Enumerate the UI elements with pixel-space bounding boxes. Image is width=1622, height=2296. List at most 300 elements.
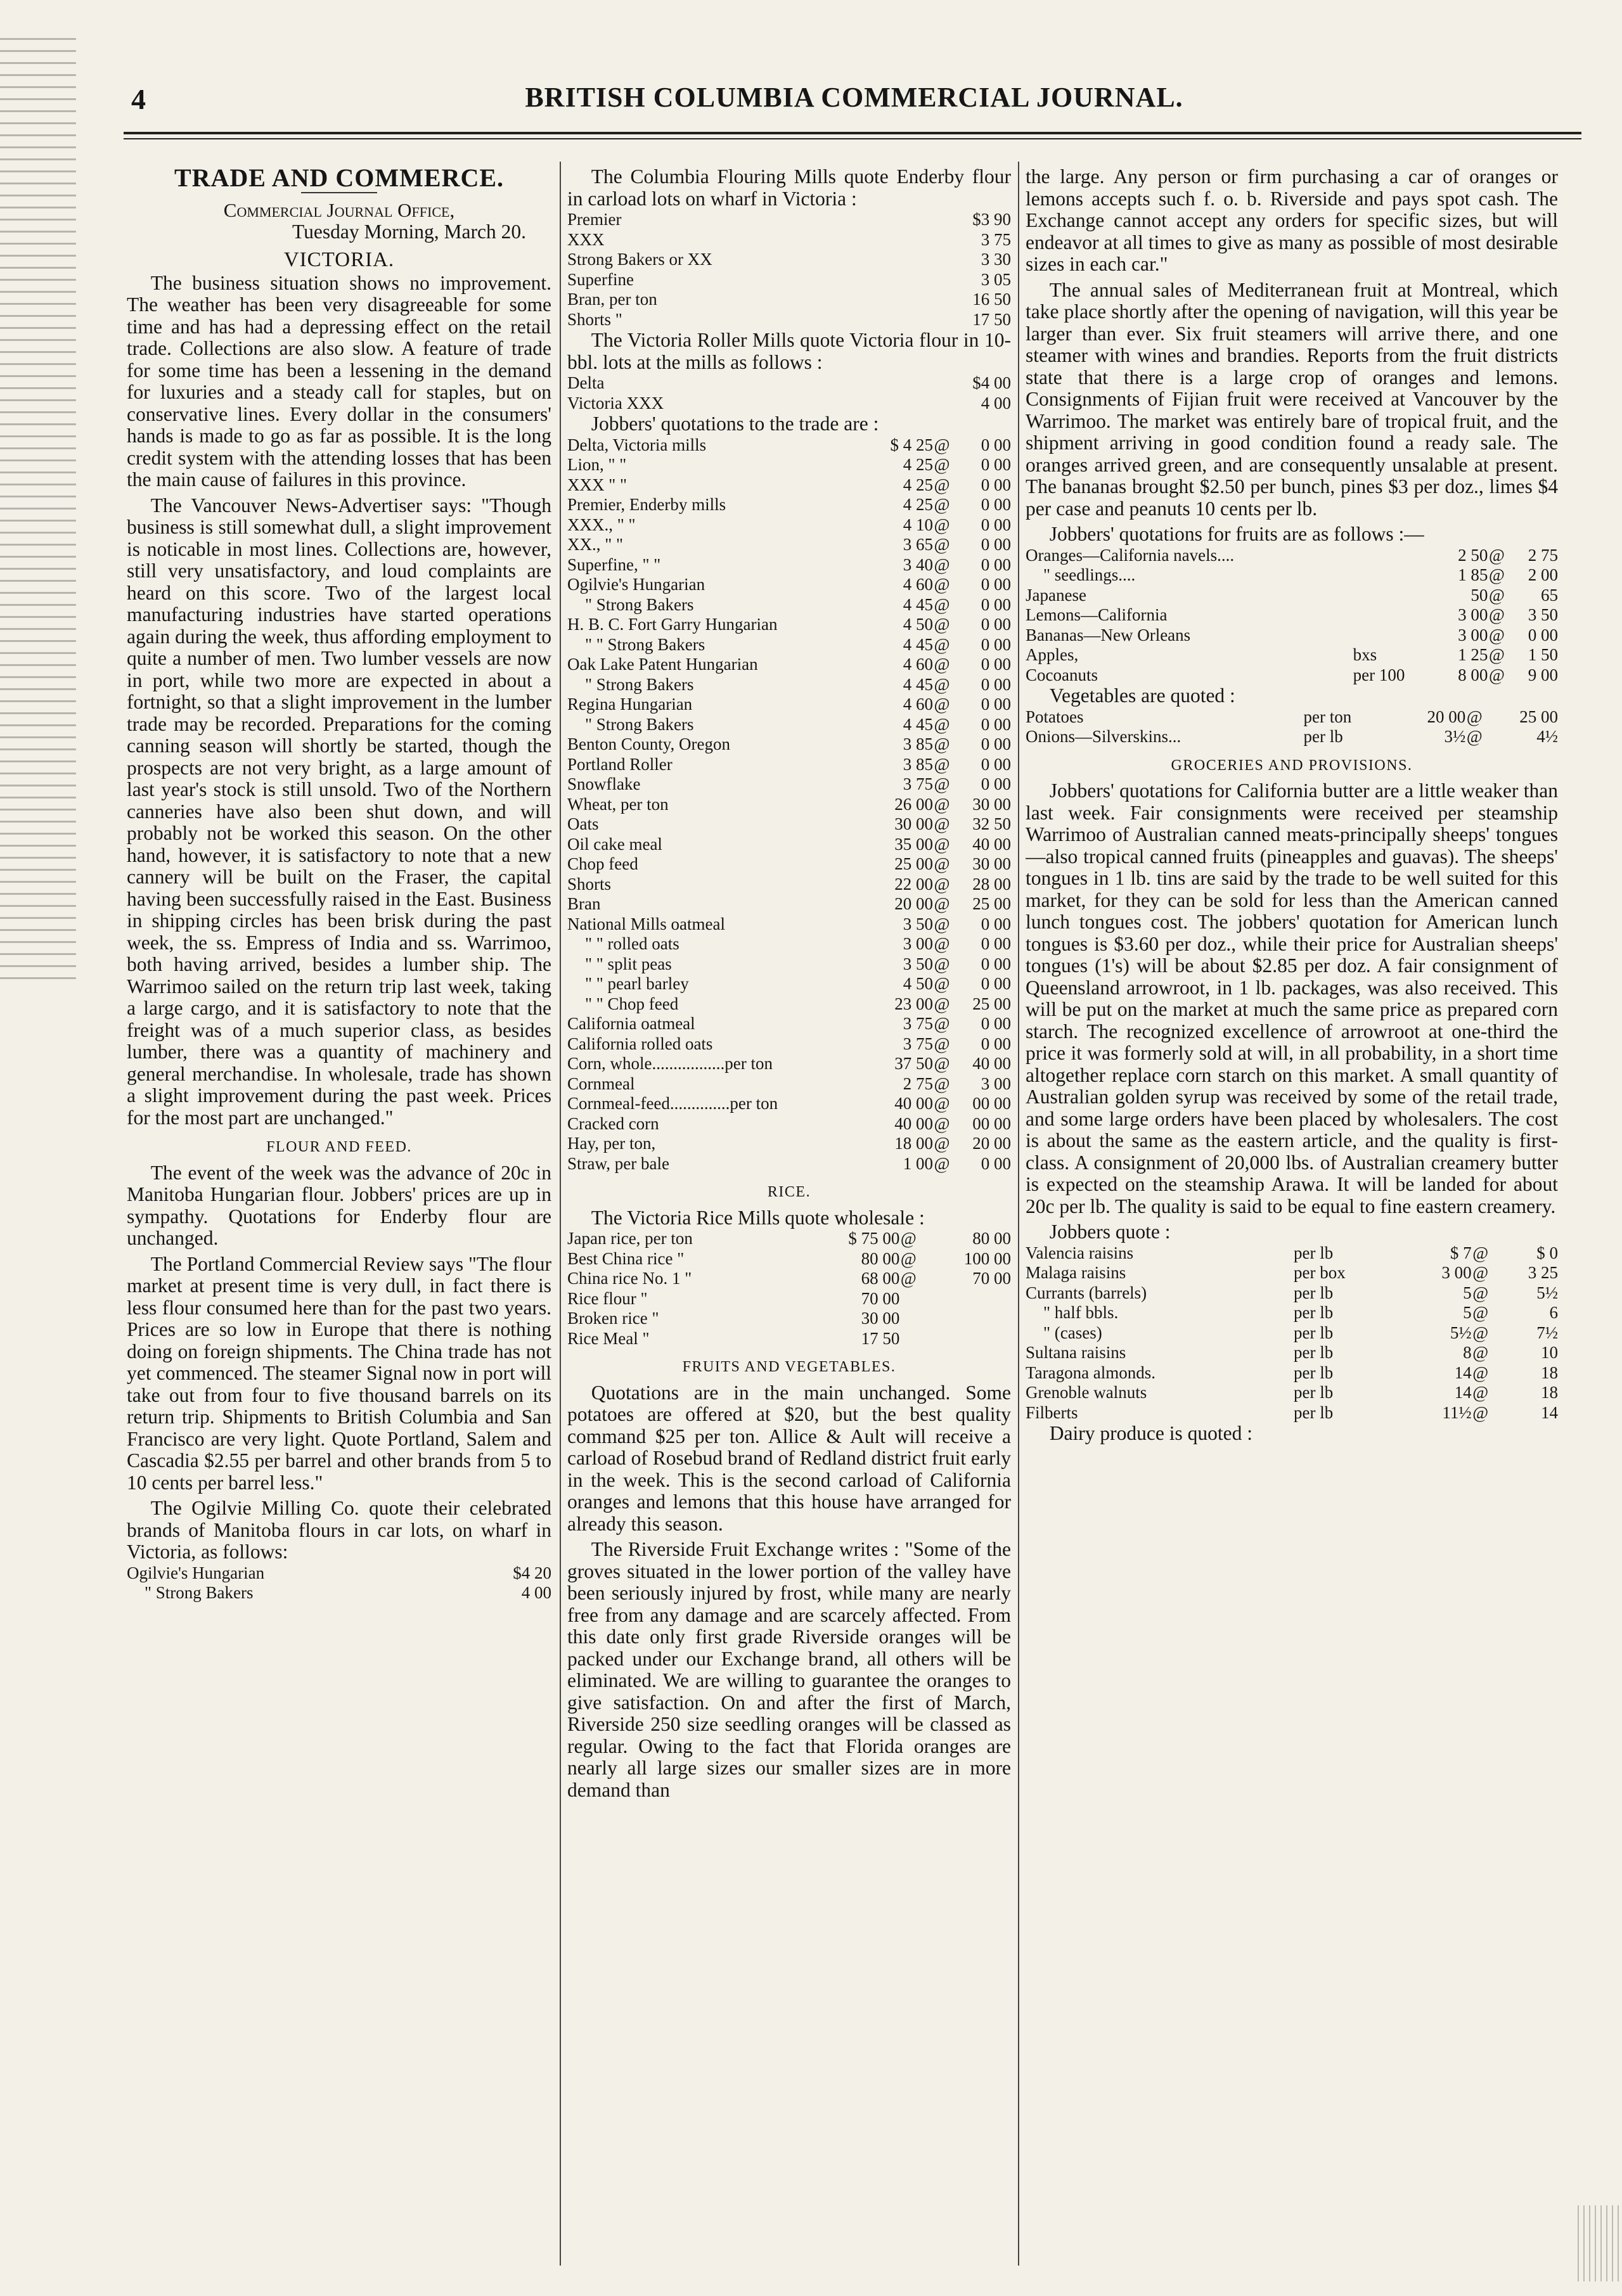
at-symbol: @: [1488, 665, 1505, 684]
price-item: Corn, whole.................per ton: [567, 1054, 773, 1073]
price-row: [567, 1074, 1011, 1094]
price-low: $ 75 00: [848, 1229, 900, 1248]
price-item: Victoria XXX: [567, 393, 664, 413]
price-item: " (cases): [1043, 1323, 1102, 1342]
price-row: [567, 455, 1011, 475]
price-item: Oranges—California navels....: [1026, 545, 1235, 565]
price-low: $ 4 25: [890, 435, 934, 454]
price-low: 3 50: [903, 914, 934, 933]
at-symbol: @: [934, 974, 950, 993]
price-low: 3 40: [903, 555, 934, 574]
price-row: [567, 1229, 1011, 1249]
journal-title: BRITISH COLUMBIA COMMERCIAL JOURNAL.: [525, 82, 1183, 113]
price-row: [567, 1289, 1011, 1309]
price-low: 3 65: [903, 535, 934, 554]
price-item: Cracked corn: [567, 1113, 659, 1133]
price-row: [567, 655, 1011, 675]
price-high: 0 00: [981, 934, 1011, 953]
at-symbol: @: [934, 1014, 950, 1033]
scan-edge-left: [0, 38, 76, 989]
price-low: 23 00: [894, 994, 934, 1013]
price-high: 14: [1541, 1402, 1558, 1422]
price-high: 0 00: [981, 1153, 1011, 1173]
price-high: 5½: [1536, 1283, 1558, 1302]
date-line: Tuesday Morning, March 20.: [292, 220, 526, 243]
price-high: 0 00: [981, 655, 1011, 674]
price-high: 30 00: [972, 854, 1011, 873]
price-item: Rice Meal ": [567, 1328, 650, 1348]
price-row: [567, 210, 1011, 230]
price-unit: per lb: [1293, 1363, 1334, 1382]
columbia-price-table: [567, 210, 1011, 330]
price-item: " Strong Bakers: [585, 594, 694, 614]
price-low: 3 00: [1458, 625, 1488, 645]
paragraph: Dairy produce is quoted :: [1049, 1422, 1252, 1444]
paragraph: The event of the week was the advance of 20c in Manitoba Hungarian flour. Jobbers' prices are up in sympathy. Quotations for Enderby flour are unchanged.: [127, 1161, 551, 1249]
scan-edge-right: [1578, 2205, 1622, 2281]
price-item: Superfine, " ": [567, 555, 661, 574]
price-low: 68 00: [861, 1269, 900, 1288]
paragraph: The Victoria Rice Mills quote wholesale :: [591, 1206, 925, 1229]
price-high: 0 00: [981, 734, 1011, 754]
price-row: [1026, 1303, 1558, 1323]
price-high: 0 00: [981, 455, 1011, 474]
paragraph: The Portland Commercial Review says "The flour market at present time is very dull, in fact there is less flour consumed here than for the past two years. Prices are so low in Europe that there is nothing doing on foreign shipments. The China trade has not yet commenced. The steamer Signal now in port will take out from four to five thousand barrels on its return trip. Shipments to British Columbia and San Francisco are very light. Quote Portland, Salem and Cascadia $2.55 per barrel and other brands from 5 to 10 cents per barrel less.": [127, 1252, 551, 1494]
price-unit: per lb: [1293, 1303, 1334, 1322]
price-high: 0 00: [981, 954, 1011, 973]
price-high: 0 00: [981, 475, 1011, 494]
price-high: 20 00: [972, 1134, 1011, 1153]
price-item: Cornmeal-feed..............per ton: [567, 1094, 778, 1113]
price-high: 0 00: [981, 515, 1011, 534]
price-item: Chop feed: [567, 854, 638, 873]
price-unit: per lb: [1293, 1402, 1334, 1422]
price-low: 37 50: [894, 1054, 934, 1073]
rice-price-table: [567, 1229, 1011, 1349]
price-row: [1026, 546, 1558, 566]
grocery-price-table: [1026, 1243, 1558, 1423]
paragraph: The business situation shows no improvement. The weather has been very disagreeable for some time and has had a depressing effect on the retail trade. Collections are also slow. A feature of trade for some time has been a lessening in the demand for luxuries and a steady call for staples, but on conservative lines. Every dollar in the consumers' hands is made to go as far as possible. It is the long credit system with the attending losses that has been the main cause of failures in this province.: [127, 271, 551, 491]
at-symbol: @: [934, 794, 950, 814]
price-item: XXX: [567, 229, 605, 249]
price-row: [567, 575, 1011, 595]
paragraph: The Victoria Roller Mills quote Victoria flour in 10-bbl. lots at the mills as follows :: [567, 329, 1011, 373]
at-symbol: @: [934, 615, 950, 634]
price-item: Rice flour ": [567, 1288, 648, 1308]
price-high: 100 00: [963, 1248, 1011, 1268]
vegetable-price-table: [1026, 707, 1558, 747]
at-symbol: @: [1466, 727, 1483, 746]
price-low: 3 75: [903, 1014, 934, 1033]
price-item: Delta, Victoria mills: [567, 435, 707, 454]
price-row: [567, 310, 1011, 330]
price-high: 0 00: [981, 634, 1011, 654]
price-item: Superfine: [567, 269, 634, 289]
price-low: 25 00: [894, 854, 934, 873]
price-high: 0 00: [981, 774, 1011, 793]
price-row: [1026, 665, 1558, 686]
price-high: 0 00: [981, 754, 1011, 774]
price-low: 5: [1463, 1303, 1472, 1322]
price-low: 20 00: [894, 894, 934, 913]
price-row: [567, 1269, 1011, 1289]
price-low: 80 00: [861, 1248, 900, 1268]
price-row: [1026, 645, 1558, 665]
at-symbol: @: [1472, 1243, 1489, 1262]
price-row: [567, 755, 1011, 775]
groceries-heading: GROCERIES AND PROVISIONS.: [1171, 757, 1413, 774]
price-row: [567, 1034, 1011, 1055]
price-row: [1026, 1283, 1558, 1304]
at-symbol: @: [934, 894, 950, 913]
price-high: 4½: [1536, 727, 1558, 746]
at-symbol: @: [934, 634, 950, 654]
at-symbol: @: [1472, 1402, 1489, 1422]
price-item: Currants (barrels): [1026, 1283, 1147, 1302]
at-symbol: @: [934, 495, 950, 514]
price-high: 0 00: [1528, 625, 1558, 645]
price-low: 1 85: [1458, 565, 1488, 584]
price-low: 4 45: [903, 714, 934, 734]
price-row: [567, 814, 1011, 835]
paragraph: The Columbia Flouring Mills quote Enderby flour in carload lots on wharf in Victoria :: [567, 166, 1011, 210]
price-row: [1026, 1363, 1558, 1383]
paragraph: Quotations are in the main unchanged. Some potatoes are offered at $20, but the best quality command $25 per ton. Allice & Ault will receive a carload of Rosebud brand of Redland district fruit early in the week. This is the second carload of California oranges and lemons that this house have arranged for already this season.: [567, 1381, 1011, 1535]
price-item: Japan rice, per ton: [567, 1229, 693, 1248]
price-unit: per lb: [1293, 1283, 1334, 1302]
price-row: [567, 250, 1011, 270]
price-low: 4 60: [903, 695, 934, 714]
price-row: [127, 1563, 551, 1584]
at-symbol: @: [934, 714, 950, 734]
at-symbol: @: [934, 1074, 950, 1093]
price-low: 18 00: [894, 1134, 934, 1153]
price-item: Shorts ": [567, 309, 622, 329]
price-low: 22 00: [894, 874, 934, 894]
price-item: Straw, per bale: [567, 1153, 669, 1173]
header-rule-top: [124, 132, 1581, 134]
column-rule: [560, 162, 561, 2266]
price-low: 3½: [1444, 727, 1466, 746]
price-item: " Strong Bakers: [145, 1583, 254, 1602]
at-symbol: @: [934, 594, 950, 614]
price-high: 2 00: [1528, 565, 1558, 584]
price-row: [567, 875, 1011, 895]
price-row: [1026, 1263, 1558, 1283]
paragraph: the large. Any person or firm purchasing a car of oranges or lemons accepts such f. o. b. Riverside and pays spot cash. The Exchange cannot accept any orders for specific sizes, but will endeavor at all times to give as many as possible of most desirable sizes in each car.": [1026, 166, 1558, 275]
price-row: [567, 1094, 1011, 1114]
price-row: [1026, 1323, 1558, 1344]
price-value: 3 30: [981, 250, 1011, 269]
price-unit: [1349, 565, 1436, 586]
price-low: 4 45: [903, 634, 934, 654]
at-symbol: @: [934, 455, 950, 474]
price-item: Best China rice ": [567, 1248, 685, 1268]
price-unit: per lb: [1293, 1243, 1334, 1262]
price-row: [567, 270, 1011, 290]
at-symbol: @: [934, 1113, 950, 1133]
price-item: Strong Bakers or XX: [567, 250, 712, 269]
column-rule: [1018, 162, 1019, 2266]
price-high: 3 25: [1528, 1263, 1558, 1282]
price-item: Valencia raisins: [1026, 1243, 1134, 1262]
price-row: [567, 1054, 1011, 1074]
price-item: Shorts: [567, 874, 612, 894]
price-high: 25 00: [972, 994, 1011, 1013]
paragraph: Jobbers' quotations to the trade are :: [591, 413, 879, 435]
price-item: XXX., " ": [567, 515, 636, 534]
at-symbol: @: [934, 1153, 950, 1173]
price-low: 4 50: [903, 615, 934, 634]
price-low: 3 00: [1441, 1263, 1472, 1282]
price-item: Snowflake: [567, 774, 641, 793]
price-low: 5½: [1450, 1323, 1472, 1342]
price-high: 0 00: [981, 535, 1011, 554]
paragraph: The annual sales of Mediterranean fruit at Montreal, which take place shortly after the opening of navigation, will this year be larger than ever. Six fruit steamers will arrive there, and one steamer with wines and brandies. Reports from the fruit districts state that there is a large crop of oranges and lemons. Consignments of Fijian fruit were received at Vancouver by the Warrimoo. The market was entirely bare of tropical fruit, and the shipment arriving in good condition found a ready sale. The oranges arrived green, and are consequently unsalable at present. The bananas brought $2.50 per bunch, pines $3 per doz., limes $4 per case and peanuts 10 cents per lb.: [1026, 278, 1558, 520]
price-high: 25 00: [1519, 707, 1558, 726]
price-high: 0 00: [981, 974, 1011, 993]
price-item: Broken rice ": [567, 1309, 659, 1328]
price-item: Filberts: [1026, 1402, 1078, 1422]
at-symbol: @: [934, 834, 950, 854]
at-symbol: [899, 1309, 917, 1329]
at-symbol: @: [1488, 645, 1505, 664]
price-row: [567, 1154, 1011, 1174]
price-item: Lemons—California: [1026, 605, 1168, 624]
section-title: TRADE AND COMMERCE.: [174, 166, 505, 192]
price-row: [567, 230, 1011, 250]
ogilvie-price-table: [127, 1563, 551, 1603]
price-high: 0 00: [981, 714, 1011, 734]
price-value: 4 00: [521, 1583, 551, 1602]
price-item: Premier, Enderby mills: [567, 495, 726, 514]
price-item: California rolled oats: [567, 1034, 713, 1053]
price-value: $4 00: [972, 373, 1011, 392]
price-low: $ 7: [1450, 1243, 1472, 1262]
price-item: Premier: [567, 210, 622, 229]
price-high: 0 00: [981, 495, 1011, 514]
price-high: 0 00: [981, 615, 1011, 634]
price-row: [1026, 1343, 1558, 1363]
price-high: 1 50: [1528, 645, 1558, 664]
price-unit: bxs: [1353, 645, 1377, 664]
price-low: 50: [1471, 585, 1488, 605]
price-item: Ogilvie's Hungarian: [127, 1563, 265, 1582]
price-high: $ 0: [1536, 1243, 1558, 1262]
price-low: 40 00: [894, 1094, 934, 1113]
price-row: [1026, 727, 1558, 747]
price-low: 14: [1454, 1383, 1472, 1402]
price-low: 35 00: [894, 834, 934, 854]
at-symbol: @: [1472, 1363, 1489, 1382]
at-symbol: @: [934, 655, 950, 674]
at-symbol: @: [934, 774, 950, 793]
price-row: [1026, 1403, 1558, 1423]
price-low: 30 00: [894, 814, 934, 833]
price-unit: per lb: [1293, 1343, 1334, 1362]
at-symbol: @: [934, 1054, 950, 1073]
header-rule-bottom: [124, 138, 1581, 139]
price-high: [917, 1309, 1011, 1329]
price-row: [127, 1583, 551, 1603]
price-item: " seedlings....: [1043, 565, 1136, 584]
price-item: Malaga raisins: [1026, 1263, 1126, 1282]
price-unit: per box: [1293, 1263, 1346, 1282]
at-symbol: @: [1488, 605, 1505, 624]
price-item: Regina Hungarian: [567, 695, 693, 714]
price-high: 70 00: [972, 1269, 1011, 1288]
price-item: " " Strong Bakers: [585, 634, 705, 654]
price-row: [567, 795, 1011, 815]
price-high: 28 00: [972, 874, 1011, 894]
price-row: [567, 1249, 1011, 1269]
price-high: [917, 1329, 1011, 1349]
at-symbol: @: [934, 695, 950, 714]
price-low: 4 10: [903, 515, 934, 534]
price-row: [567, 394, 1011, 414]
price-value: 16 50: [972, 290, 1011, 309]
price-row: [567, 595, 1011, 615]
price-item: Lion, " ": [567, 455, 627, 474]
price-row: [567, 495, 1011, 515]
price-item: Potatoes: [1026, 707, 1084, 726]
price-low: 26 00: [894, 794, 934, 814]
price-row: [567, 734, 1011, 755]
price-item: Bran: [567, 894, 601, 913]
price-unit: [1349, 625, 1436, 646]
jobbers-price-table: [567, 435, 1011, 1174]
at-symbol: @: [934, 575, 950, 594]
price-unit: [1349, 586, 1436, 606]
price-high: 30 00: [972, 794, 1011, 814]
at-symbol: @: [1488, 565, 1505, 584]
price-item: Cornmeal: [567, 1074, 635, 1093]
paragraph: Jobbers' quotations for California butter are a little weaker than last week. Fair consignments were received per steamship Warrimoo of Australian canned meats-principally sheeps' tongues—also tropical canned fruits (pineapples and guavas). The sheeps' tongues in 1 lb. tins are said by the trade to be well suited for this market, for they can be sold for less than the American canned lunch tongues cost. The jobbers' quotation for American lunch tongues is $3.60 per doz., while their price for Australian sheeps' tongues (1's) will be about $2.85 per doz. A fair consignment of Queensland arrowroot, in 1 lb. packages, was also received. This will be put on the market at much the same price as prepared corn starch. The recognized excellence of arrowroot at one-third the price it was formerly sold at will, in all probability, in a short time altogether replace corn starch on this market. A small quantity of Australian golden syrup was received by some of the retail trade, and some large orders have been placed by wholesalers. The cost is about the same as the eastern article, and the quality is first-class. A consignment of 20,000 lbs. of Australian creamery butter is expected on the steamship Arawa. It will be landed for about 20c per lb. The quality is said to be equal to fine eastern creamery.: [1026, 779, 1558, 1217]
at-symbol: @: [1472, 1303, 1489, 1322]
price-row: [567, 1329, 1011, 1349]
price-row: [1026, 1243, 1558, 1264]
price-row: [567, 435, 1011, 456]
price-item: XXX " ": [567, 475, 628, 494]
at-symbol: @: [934, 1134, 950, 1153]
price-high: 0 00: [981, 594, 1011, 614]
at-symbol: @: [1488, 585, 1505, 605]
flour-heading: FLOUR AND FEED.: [266, 1139, 412, 1155]
paragraph: Jobbers quote :: [1049, 1221, 1171, 1243]
price-low: 3 75: [903, 774, 934, 793]
price-high: 0 00: [981, 555, 1011, 574]
fruit-heading: FRUITS AND VEGETABLES.: [682, 1359, 896, 1375]
price-low: 4 25: [903, 495, 934, 514]
price-high: 0 00: [981, 914, 1011, 933]
at-symbol: @: [1472, 1323, 1489, 1342]
at-symbol: @: [1472, 1343, 1489, 1362]
price-high: 10: [1541, 1343, 1558, 1362]
price-item: " " rolled oats: [585, 934, 679, 953]
price-item: China rice No. 1 ": [567, 1269, 692, 1288]
price-row: [1026, 1383, 1558, 1403]
price-low: 70 00: [861, 1288, 900, 1308]
price-low: 3 50: [903, 954, 934, 973]
price-item: Grenoble walnuts: [1026, 1383, 1147, 1402]
price-row: [567, 954, 1011, 975]
city-heading: VICTORIA.: [283, 248, 395, 271]
price-row: [567, 675, 1011, 695]
price-item: " " split peas: [585, 954, 672, 973]
paragraph: Vegetables are quoted :: [1049, 684, 1235, 707]
price-item: " Strong Bakers: [585, 674, 694, 694]
price-low: 3 00: [1458, 605, 1488, 624]
price-low: 1 25: [1458, 645, 1488, 664]
price-item: Japanese: [1026, 585, 1086, 605]
price-row: [567, 1114, 1011, 1134]
price-row: [567, 615, 1011, 635]
at-symbol: @: [900, 1269, 917, 1288]
at-symbol: @: [900, 1229, 917, 1248]
paragraph: Jobbers' quotations for fruits are as follows :—: [1049, 523, 1424, 545]
price-row: [567, 555, 1011, 575]
price-high: 9 00: [1528, 665, 1558, 684]
at-symbol: [899, 1289, 917, 1309]
price-low: 3 00: [903, 934, 934, 953]
price-low: 4 45: [903, 674, 934, 694]
price-high: 6: [1549, 1303, 1558, 1322]
page-number: 4: [131, 83, 146, 115]
price-row: [567, 914, 1011, 935]
price-high: 0 00: [981, 575, 1011, 594]
price-item: California oatmeal: [567, 1014, 695, 1033]
at-symbol: @: [934, 475, 950, 494]
at-symbol: @: [934, 535, 950, 554]
price-low: 4 60: [903, 575, 934, 594]
price-low: 3 75: [903, 1034, 934, 1053]
price-high: 32 50: [972, 814, 1011, 833]
price-high: 0 00: [981, 674, 1011, 694]
price-item: XX., " ": [567, 535, 624, 554]
price-item: Sultana raisins: [1026, 1343, 1126, 1362]
price-high: 00 00: [972, 1113, 1011, 1133]
price-row: [567, 475, 1011, 496]
price-high: 3 00: [981, 1074, 1011, 1093]
price-low: 4 25: [903, 475, 934, 494]
price-row: [567, 695, 1011, 715]
at-symbol: @: [1488, 625, 1505, 645]
price-item: Portland Roller: [567, 754, 673, 774]
price-low: 4 45: [903, 594, 934, 614]
at-symbol: @: [934, 854, 950, 873]
at-symbol: @: [934, 734, 950, 754]
price-value: 3 05: [981, 269, 1011, 289]
price-row: [567, 934, 1011, 954]
price-row: [567, 635, 1011, 655]
price-low: 8: [1463, 1343, 1472, 1362]
price-high: 18: [1541, 1363, 1558, 1382]
price-low: 17 50: [861, 1328, 900, 1348]
price-unit: per lb: [1303, 727, 1343, 746]
at-symbol: @: [934, 555, 950, 574]
at-symbol: @: [1466, 707, 1483, 726]
at-symbol: @: [934, 914, 950, 933]
price-row: [567, 774, 1011, 795]
price-row: [567, 854, 1011, 875]
price-row: [567, 894, 1011, 914]
price-row: [1026, 565, 1558, 586]
at-symbol: @: [934, 874, 950, 894]
price-low: 40 00: [894, 1113, 934, 1133]
at-symbol: @: [934, 435, 950, 454]
price-high: 0 00: [981, 1014, 1011, 1033]
price-item: Delta: [567, 373, 605, 392]
